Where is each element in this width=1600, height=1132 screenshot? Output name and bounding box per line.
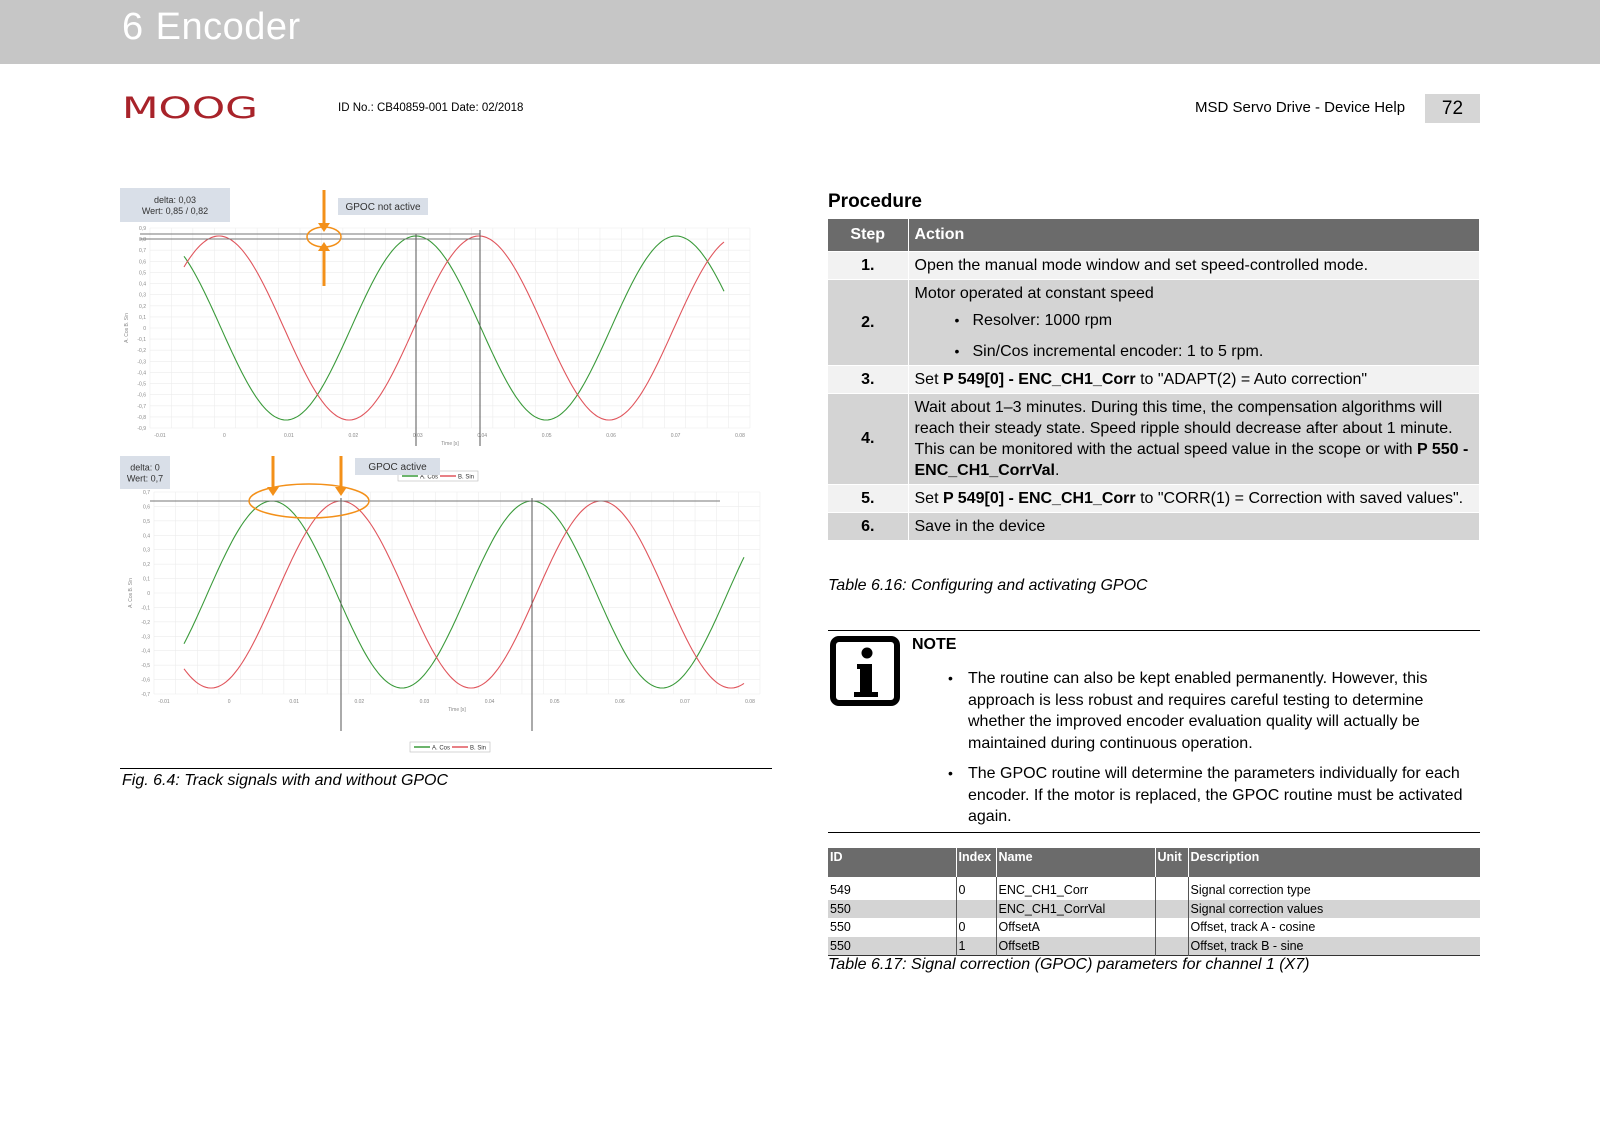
chapter-name: Encoder bbox=[155, 6, 301, 48]
status-text: GPOC active bbox=[368, 462, 427, 473]
param-index: 0 bbox=[956, 918, 996, 937]
product-name: MSD Servo Drive - Device Help bbox=[1195, 99, 1406, 116]
action-text: to "ADAPT(2) = Auto correction" bbox=[1135, 370, 1368, 388]
top-plot bbox=[120, 188, 750, 481]
y-tick-label: 0,7 bbox=[139, 248, 146, 255]
param-name: OffsetB bbox=[996, 937, 1155, 956]
param-name: ENC_CH1_CorrVal bbox=[996, 900, 1155, 919]
procedure-title: Procedure bbox=[828, 191, 922, 212]
annotation-arrowhead bbox=[267, 487, 279, 496]
x-tick-label: 0.08 bbox=[745, 699, 755, 705]
parameter-ref: P 550 - ENC_CH1_CorrVal bbox=[914, 440, 1469, 479]
param-id: 549 bbox=[828, 881, 956, 900]
document-id: ID No.: CB40859-001 Date: 02/2018 bbox=[338, 102, 524, 114]
param-description: Signal correction values bbox=[1188, 900, 1480, 919]
step-number: 1. bbox=[828, 251, 908, 279]
y-tick-label: -0,5 bbox=[137, 381, 146, 388]
x-tick-label: 0.02 bbox=[354, 699, 365, 705]
note-item: • The GPOC routine will determine the parameters individually for each encoder. If the motor is replaced, the GPOC routine must be activated again. bbox=[948, 763, 1478, 828]
action-text: Set bbox=[914, 489, 943, 507]
param-index: 1 bbox=[956, 937, 996, 956]
y-tick-label: -0,2 bbox=[141, 619, 150, 626]
y-tick-label: 0,9 bbox=[139, 226, 146, 232]
action-text: to "CORR(1) = Correction with saved values". bbox=[1135, 489, 1464, 507]
step-number: 2. bbox=[828, 279, 908, 365]
x-tick-label: 0 bbox=[227, 699, 231, 705]
y-tick-label: 0,2 bbox=[139, 303, 146, 310]
parameter-ref: P 549[0] - ENC_CH1_Corr bbox=[942, 370, 1136, 388]
x-tick-label: 0.05 bbox=[549, 699, 560, 705]
chapter-title bbox=[122, 6, 313, 49]
procedure-table-caption: Table 6.16: Configuring and activating GPOC bbox=[828, 577, 1148, 594]
y-tick-label: 0,4 bbox=[139, 281, 146, 288]
param-id: 550 bbox=[828, 900, 956, 919]
legend-label: A. Cos bbox=[432, 745, 451, 752]
x-tick-label: -0.01 bbox=[158, 699, 170, 705]
x-tick-label: 0 bbox=[223, 433, 226, 439]
logo-text: MOOG bbox=[122, 92, 258, 122]
y-tick-label: 0 bbox=[143, 326, 146, 332]
step-action bbox=[908, 484, 1480, 512]
y-tick-label: 0,6 bbox=[139, 259, 146, 266]
param-unit bbox=[1155, 937, 1188, 956]
y-tick-label: 0,5 bbox=[139, 270, 146, 277]
note-list bbox=[948, 668, 1478, 837]
step-number: 3. bbox=[828, 365, 908, 393]
info-box bbox=[120, 188, 230, 222]
bullet-item: • Sin/Cos incremental encoder: 1 to 5 rpm. bbox=[915, 341, 1474, 362]
note-top-rule bbox=[828, 630, 1480, 631]
action-text: Wait about 1–3 minutes. During this time, the compensation algorithms will reach their steady state. Speed ripple should decrease after about 1 minute. This can be monitored with the actual speed value in the scope or with bbox=[914, 398, 1453, 458]
legend-label: A. Cos bbox=[420, 474, 439, 481]
step-row bbox=[828, 279, 1480, 365]
y-tick-label: 0,4 bbox=[143, 533, 150, 540]
x-tick-label: 0.07 bbox=[670, 433, 681, 439]
y-tick-label: -0,5 bbox=[141, 663, 150, 670]
step-action-text: Motor operated at constant speed bbox=[914, 284, 1154, 302]
step-row bbox=[828, 484, 1480, 512]
y-tick-label: 0,5 bbox=[143, 518, 150, 525]
info-line: delta: 0 bbox=[130, 462, 160, 473]
x-axis-label: Time [s] bbox=[441, 441, 459, 447]
y-tick-label: -0,6 bbox=[141, 677, 150, 684]
x-tick-label: 0.02 bbox=[348, 433, 359, 439]
param-name: OffsetA bbox=[996, 918, 1155, 937]
y-tick-label: 0,1 bbox=[143, 576, 150, 583]
param-unit bbox=[1155, 918, 1188, 937]
info-icon bbox=[830, 636, 900, 706]
step-row bbox=[828, 251, 1480, 279]
step-row bbox=[828, 512, 1480, 540]
chapter-header-band bbox=[0, 0, 1600, 64]
y-tick-label: -0,7 bbox=[141, 692, 150, 698]
note-bottom-rule bbox=[828, 832, 1480, 833]
y-axis-label: A. Cos B. Sin bbox=[128, 578, 134, 608]
cos-trace bbox=[184, 501, 744, 688]
param-index: 0 bbox=[956, 881, 996, 900]
step-action: Open the manual mode window and set speed-controlled mode. bbox=[908, 251, 1480, 279]
y-tick-label: 0,3 bbox=[139, 292, 146, 299]
unit-header: Unit bbox=[1155, 848, 1188, 877]
y-tick-label: 0,1 bbox=[139, 314, 146, 321]
param-index bbox=[956, 900, 996, 919]
x-tick-label: -0.01 bbox=[154, 433, 166, 439]
page-number: 72 bbox=[1425, 94, 1480, 123]
name-header: Name bbox=[996, 848, 1155, 877]
x-tick-label: 0.06 bbox=[606, 433, 616, 439]
info-box bbox=[120, 456, 170, 489]
y-tick-label: -0,6 bbox=[137, 392, 146, 399]
id-header: ID bbox=[828, 848, 956, 877]
y-tick-label: 0,3 bbox=[143, 547, 150, 554]
info-line: delta: 0,03 bbox=[153, 195, 197, 205]
info-line: Wert: 0,7 bbox=[126, 473, 164, 484]
action-header: Action bbox=[908, 219, 1480, 251]
step-number: 6. bbox=[828, 512, 908, 540]
bullet-item: • Resolver: 1000 rpm bbox=[915, 310, 1474, 331]
y-tick-label: 0,7 bbox=[143, 490, 150, 496]
y-tick-label: -0,1 bbox=[141, 605, 150, 612]
param-description: Offset, track A - cosine bbox=[1188, 918, 1480, 937]
action-text: . bbox=[1055, 461, 1060, 479]
y-tick-label: -0,9 bbox=[137, 426, 146, 432]
param-id: 550 bbox=[828, 918, 956, 937]
y-tick-label: 0 bbox=[147, 591, 150, 597]
track-signals-figure bbox=[120, 186, 772, 756]
x-tick-label: 0.01 bbox=[289, 699, 300, 705]
info-line: Wert: 0,85 / 0,82 bbox=[141, 206, 209, 216]
x-tick-label: 0.04 bbox=[484, 699, 495, 705]
sin-trace bbox=[184, 501, 744, 688]
chapter-number: 6 bbox=[122, 6, 144, 48]
annotation-arrowhead bbox=[335, 487, 347, 496]
table-row bbox=[828, 881, 1480, 900]
moog-logo bbox=[122, 92, 260, 122]
x-tick-label: 0.04 bbox=[477, 433, 488, 439]
y-tick-label: -0,3 bbox=[141, 634, 150, 641]
param-name: ENC_CH1_Corr bbox=[996, 881, 1155, 900]
y-tick-label: -0,4 bbox=[137, 370, 146, 377]
procedure-table bbox=[828, 219, 1480, 540]
x-axis-label: Time [s] bbox=[448, 707, 466, 713]
step-header: Step bbox=[828, 219, 908, 251]
table-row bbox=[828, 900, 1480, 919]
param-description: Signal correction type bbox=[1188, 881, 1480, 900]
x-tick-label: 0.06 bbox=[614, 699, 625, 705]
table-row bbox=[828, 937, 1480, 956]
x-tick-label: 0.03 bbox=[419, 699, 430, 705]
x-tick-label: 0.07 bbox=[680, 699, 690, 705]
y-tick-label: -0,4 bbox=[141, 648, 150, 655]
step-bullets bbox=[915, 310, 1474, 362]
status-text: GPOC not active bbox=[345, 202, 421, 213]
description-header: Description bbox=[1188, 848, 1480, 877]
figure-rule bbox=[120, 768, 772, 769]
y-tick-label: 0,8 bbox=[139, 237, 146, 244]
y-tick-label: -0,3 bbox=[137, 359, 146, 366]
x-tick-label: 0.05 bbox=[541, 433, 552, 439]
index-header: Index bbox=[956, 848, 996, 877]
table-row bbox=[828, 918, 1480, 937]
step-action bbox=[908, 279, 1480, 365]
param-unit bbox=[1155, 900, 1188, 919]
step-action bbox=[908, 393, 1480, 484]
step-row bbox=[828, 365, 1480, 393]
y-tick-label: 0,6 bbox=[143, 504, 150, 511]
note-label: NOTE bbox=[912, 636, 957, 653]
figure-caption: Fig. 6.4: Track signals with and without GPOC bbox=[122, 772, 449, 789]
param-unit bbox=[1155, 881, 1188, 900]
step-number: 5. bbox=[828, 484, 908, 512]
x-tick-label: 0.03 bbox=[412, 433, 423, 439]
param-id: 550 bbox=[828, 937, 956, 956]
parameter-table bbox=[828, 848, 1480, 956]
y-tick-label: -0,7 bbox=[137, 403, 146, 410]
step-action bbox=[908, 365, 1480, 393]
x-tick-label: 0.01 bbox=[284, 433, 294, 439]
x-tick-label: 0.08 bbox=[735, 433, 745, 439]
action-text: Set bbox=[914, 370, 943, 388]
y-tick-label: -0,1 bbox=[137, 337, 146, 344]
y-tick-label: 0,2 bbox=[143, 562, 150, 569]
step-row bbox=[828, 393, 1480, 484]
y-tick-label: -0,8 bbox=[137, 414, 146, 421]
parameter-ref: P 549[0] - ENC_CH1_Corr bbox=[942, 489, 1136, 507]
legend-label: B. Sin bbox=[470, 745, 487, 752]
y-tick-label: -0,2 bbox=[137, 348, 146, 355]
y-axis-label: A. Cos B. Sin bbox=[124, 313, 130, 343]
param-description: Offset, track B - sine bbox=[1188, 937, 1480, 956]
note-item: • The routine can also be kept enabled permanently. However, this approach is less robust and requires careful testing to determine whether the improved encoder evaluation quality will actually be maintained during continuous operation. bbox=[948, 668, 1478, 754]
parameter-table-caption: Table 6.17: Signal correction (GPOC) parameters for channel 1 (X7) bbox=[828, 956, 1310, 973]
bottom-plot bbox=[120, 456, 760, 752]
step-number: 4. bbox=[828, 393, 908, 484]
legend-label: B. Sin bbox=[458, 474, 475, 481]
step-action: Save in the device bbox=[908, 512, 1480, 540]
